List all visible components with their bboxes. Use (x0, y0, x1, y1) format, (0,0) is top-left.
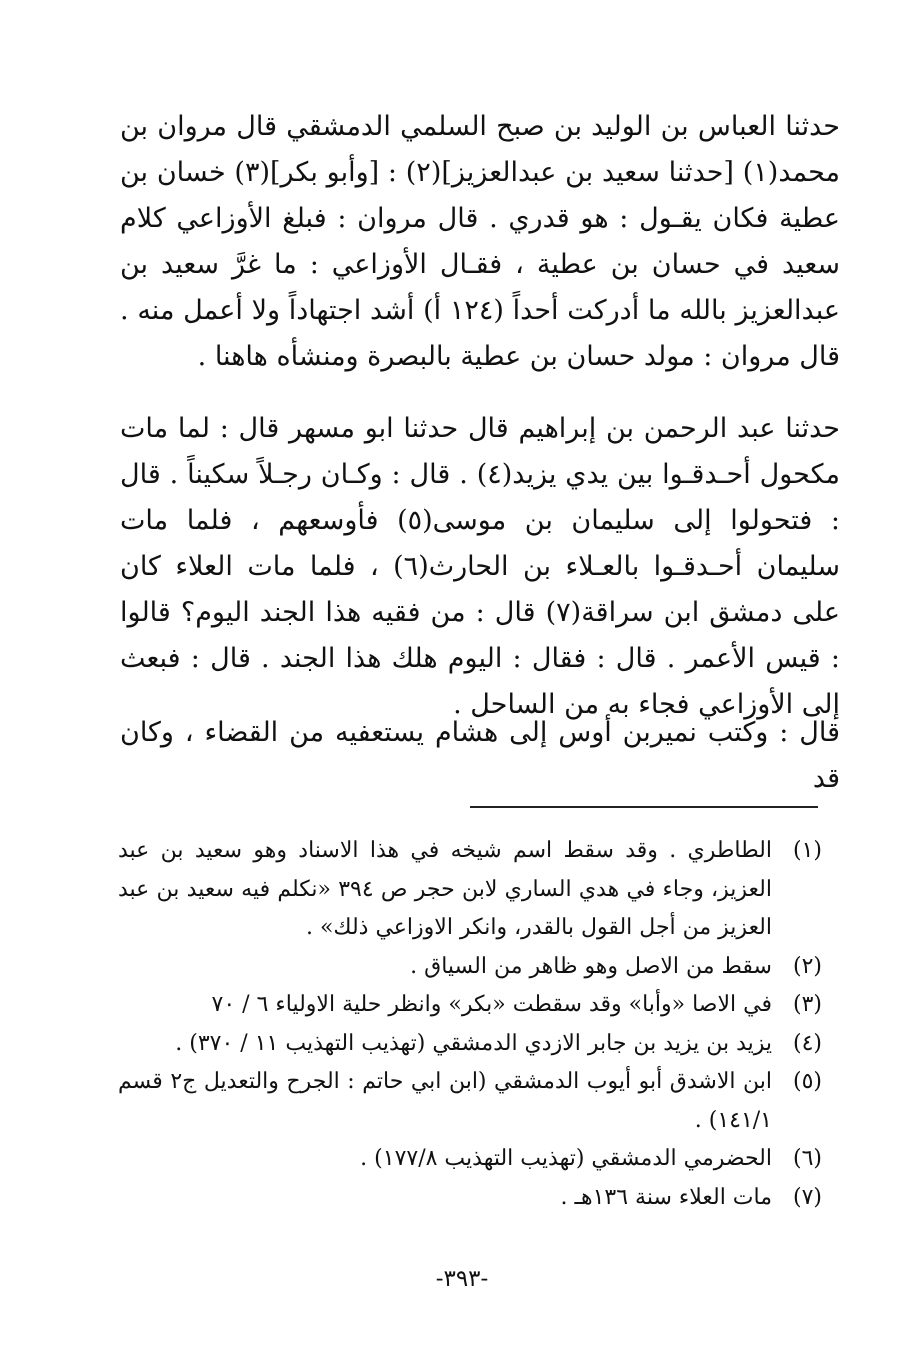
footnote-number: (٥) (792, 1069, 822, 1094)
paragraph-1: حدثنا العباس بن الوليد بن صبح السلمي الدمشقي قال مروان بن محمد(١) [حدثنا سعيد بن عبدالعزيز](٢) : [وأبو بكر](٣) خسان بن عطية فكان يقـول : هو قدري . قال مروان : فبلغ الأوزاعي كلام سعيد في حسان بن عطية ، فقـال الأوزاعي : ما غرَّ سعيد بن عبدالعزيز بالله ما أدركت أحداً (١٢٤ أ) أشد اجتهاداً ولا أعمل منه . قال مروان : مولد حسان بن عطية بالبصرة ومنشأه هاهنا . (120, 111, 840, 372)
footnote-2 (118, 948, 822, 987)
footnote-7 (118, 1179, 822, 1218)
footnote-4 (118, 1025, 822, 1064)
footnote-1 (118, 832, 822, 948)
footnote-text: مات العلاء سنة ١٣٦هـ . (560, 1184, 772, 1210)
footnote-number: (٦) (792, 1146, 822, 1171)
footnote-separator (470, 806, 818, 808)
paragraph-2: حدثنا عبد الرحمن بن إبراهيم قال حدثنا ابو مسهر قال : لما مات مكحول أحـدقـوا بين يدي يزيد(٤) . قال : وكـان رجـلاً سكيناً . قال : فتحولوا إلى سليمان بن موسى(٥) فأوسعهم ، فلما مات سليمان أحـدقـوا بالعـلاء بن الحارث(٦) ، فلما مات العلاء كان على دمشق ابن سراقة(٧) قال : من فقيه هذا الجند اليوم؟ قالوا : قيس الأعمر . قال : فقال : اليوم هلك هذا الجند . قال : فبعث إلى الأوزاعي فجاء به من الساحل . (120, 413, 840, 720)
footnote-5 (118, 1063, 822, 1140)
footnote-text: يزيد بن يزيد بن جابر الازدي الدمشقي (تهذيب التهذيب ١١ / ٣٧٠) . (175, 1030, 772, 1056)
footnote-text: سقط من الاصل وهو ظاهر من السياق . (410, 953, 772, 979)
page-number: -٣٩٣- (435, 1266, 489, 1292)
footnote-number: (١) (792, 838, 822, 863)
footnote-number: (٣) (792, 992, 822, 1017)
footnote-number: (٤) (792, 1030, 822, 1056)
footnote-text: ابن الاشدق أبو أيوب الدمشقي (ابن ابي حاتم : الجرح والتعديل ج٢ قسم ١٤١/١) . (118, 1069, 772, 1133)
footnote-number: (٧) (792, 1184, 822, 1210)
footnotes (118, 832, 822, 1217)
footnote-text: الطاطري . وقد سقط اسم شيخه في هذا الاسناد وهو سعيد بن عبد العزيز، وجاء في هدي الساري لابن حجر ص ٣٩٤ «نكلم فيه سعيد بن عبد العزيز من أجل القول بالقدر، وانكر الاوزاعي ذلك» . (118, 838, 772, 940)
footnote-number: (٢) (792, 953, 822, 979)
footnote-text: في الاصا «وأبا» وقد سقطت «بكر» وانظر حلية الاولياء ٦ / ٧٠ (211, 992, 772, 1017)
paragraph-3: قال : وكتب نميربن أوس إلى هشام يستعفيه من القضاء ، وكان قد (120, 717, 840, 794)
footnote-3 (118, 986, 822, 1025)
footnote-6 (118, 1140, 822, 1179)
footnote-text: الحضرمي الدمشقي (تهذيب التهذيب ١٧٧/٨) . (360, 1146, 772, 1171)
